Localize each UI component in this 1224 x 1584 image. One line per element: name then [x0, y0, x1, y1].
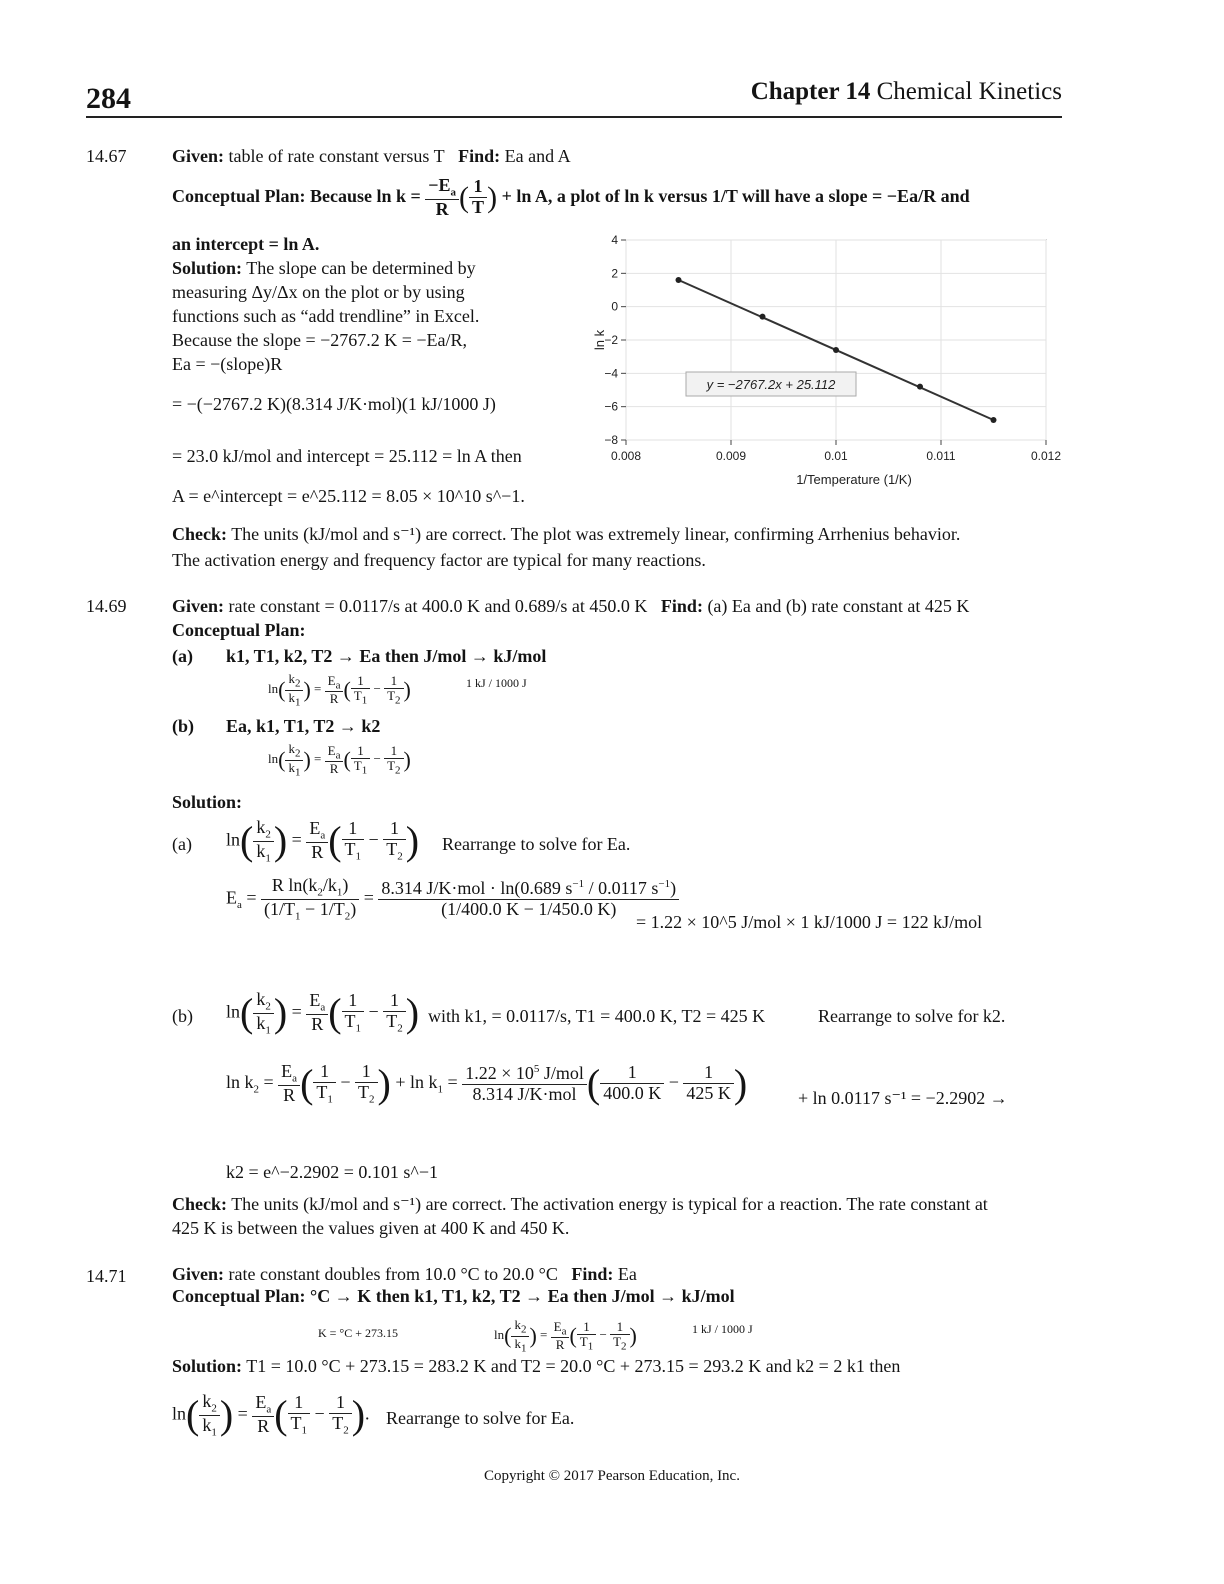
- sol-b-label: (b): [172, 1006, 193, 1026]
- data-point: [833, 347, 839, 353]
- one-over-425: $\frac{1}{425 K}$: [683, 1063, 734, 1104]
- k2-line: k2 = e^−2.2902 = 0.101 s^−1: [226, 1162, 438, 1182]
- y-tick-label: 0: [611, 299, 618, 314]
- trendline-label: y = −2767.2x + 25.112: [706, 377, 836, 392]
- solution-line-0: [172, 256, 476, 280]
- check-label: Check:: [172, 1194, 227, 1214]
- final-note-1471: Rearrange to solve for Ea.: [386, 1408, 575, 1428]
- plan-tail: + ln A, a plot of ln k versus 1/T will have a slope = −Ea/R and: [501, 185, 970, 206]
- header-rule: [86, 116, 1062, 118]
- solution-label-1469: Solution:: [172, 792, 243, 812]
- final-equation-1471: ln( $\frac{k_2}{k_1}$ ) = $\frac{E_a}{R}$ ( $\frac{1}{T_1}$ − $\frac{1}{T_2}$ ).: [172, 1391, 370, 1439]
- given-line-1469: [172, 594, 969, 618]
- plan-equation-a: ln( $\frac{k_2}{k_1}$ ) = $\frac{E_a}{R}$ ( $\frac{1}{T_1}$ − $\frac{1}{T_2}$ ): [268, 671, 411, 709]
- plan-label: Conceptual Plan:: [172, 1286, 306, 1306]
- problem-number-1469: 14.69: [86, 596, 127, 616]
- one-over-t1: $\frac{1}{T_1}$: [313, 1062, 336, 1105]
- y-tick-label: 4: [611, 233, 618, 247]
- conversion-a: 1 kJ / 1000 J: [466, 676, 527, 690]
- conceptual-plan-1467: Conceptual Plan: Because ln k = $\frac{-E_a}{R}$ ( $\frac{1}{T}$ ) + ln A, a plot of ln k versus 1/T will have a slope = −Ea/R and: [172, 175, 970, 219]
- part-b-label: (b): [172, 716, 194, 736]
- check-1469: [172, 1192, 988, 1216]
- given-label: Given:: [172, 146, 224, 166]
- given-text: table of rate constant versus T: [228, 146, 445, 166]
- one-over-t2: $\frac{1}{T_2}$: [383, 819, 406, 862]
- sol-b-note: Rearrange to solve for k2.: [818, 1006, 1006, 1026]
- part-b-plan: Ea, k1, T1, T2 → k2: [226, 716, 381, 736]
- find-label: Find:: [660, 596, 703, 616]
- result-line-a: = 23.0 kJ/mol and intercept = 25.112 = ln A then: [172, 446, 522, 466]
- y-tick-label: −6: [604, 399, 618, 414]
- sol-a-note: Rearrange to solve for Ea.: [442, 834, 631, 854]
- data-point: [760, 314, 766, 320]
- k2-over-k1: $\frac{k_2}{k_1}$: [253, 990, 274, 1036]
- part-a-plan: k1, T1, k2, T2 → Ea then J/mol → kJ/mol: [226, 646, 547, 666]
- ea-over-r: $\frac{E_a}{R}$: [325, 744, 344, 777]
- arrhenius-fraction: $\frac{-E_a}{R}$: [425, 176, 459, 219]
- y-tick-label: −8: [604, 433, 618, 447]
- one-over-t2: $\frac{1}{T_2}$: [610, 1320, 629, 1353]
- rln-over-t: $\frac{R \ln(k_2/k_1)}{(1/T_1 - 1/T_2)}$: [261, 876, 359, 922]
- check-label: Check:: [172, 524, 227, 544]
- ea-over-r: $\frac{E_a}{R}$: [306, 991, 328, 1034]
- given-label: Given:: [172, 1264, 224, 1284]
- find-text: Ea and A: [504, 146, 571, 166]
- x-tick-label: 0.01: [824, 449, 848, 463]
- given-text: rate constant = 0.0117/s at 400.0 K and 0.689/s at 450.0 K: [228, 596, 648, 616]
- y-tick-label: 2: [611, 266, 618, 281]
- chapter-name: Chemical Kinetics: [876, 78, 1062, 105]
- find-text: (a) Ea and (b) rate constant at 425 K: [707, 596, 970, 616]
- result-line-b: A = e^intercept = e^25.112 = 8.05 × 10^10 s^−1.: [172, 486, 525, 506]
- find-text: Ea: [617, 1264, 637, 1284]
- solution-label: Solution:: [172, 258, 243, 278]
- solution-label: Solution:: [172, 1356, 243, 1376]
- arrhenius-chart: [576, 228, 1076, 498]
- x-tick-label: 0.011: [926, 449, 956, 463]
- data-point: [676, 277, 682, 283]
- one-over-t2: $\frac{1}{T_2}$: [384, 674, 403, 707]
- ea-over-r: $\frac{E_a}{R}$: [325, 674, 344, 707]
- one-over-t2: $\frac{1}{T_2}$: [355, 1062, 378, 1105]
- sol-b-with: with k1, = 0.0117/s, T1 = 400.0 K, T2 = 425 K: [428, 1006, 766, 1026]
- given-line-1471: [172, 1262, 637, 1286]
- ea-numeric-fraction: $\frac{1.22 \times 10^5 J/mol}{\text{8.314 J/K·mol}}$: [462, 1063, 587, 1105]
- sol-b-equation: ln( $\frac{k_2}{k_1}$ ) = $\frac{E_a}{R}$ ( $\frac{1}{T_1}$ − $\frac{1}{T_2}$ ): [226, 989, 420, 1037]
- one-over-t: $\frac{1}{T}$: [469, 177, 487, 218]
- k2-over-k1: $\frac{k_2}{k_1}$: [511, 1318, 529, 1354]
- find-label: Find:: [458, 146, 501, 166]
- one-over-t1: $\frac{1}{T_1}$: [351, 744, 370, 777]
- check-1467: [172, 522, 1072, 546]
- plan-equation-b: ln( $\frac{k_2}{k_1}$ ) = $\frac{E_a}{R}$ ( $\frac{1}{T_1}$ − $\frac{1}{T_2}$ ): [268, 741, 411, 779]
- lnk2-calculation: $\ln k_2$ = $\frac{E_a}{R}$ ( $\frac{1}{T_1}$ − $\frac{1}{T_2}$ ) + $\ln k_1$ = $\frac{1.22 \times 10^5 J/mol}{\text{8.314 J/K·mol}}$ ( $\frac{1}{400.0 K}$ − $\frac{1}{425 K}$ ): [226, 1060, 748, 1106]
- y-tick-label: −2: [604, 333, 618, 347]
- find-label: Find:: [571, 1264, 614, 1284]
- solution-line-1: measuring Δy/Δx on the plot or by using: [172, 282, 465, 302]
- k2-over-k1: $\frac{k_2}{k_1}$: [285, 742, 303, 778]
- one-over-t1: $\frac{1}{T_1}$: [351, 674, 370, 707]
- ea-over-r: $\frac{E_a}{R}$: [306, 819, 328, 862]
- problem-number-1471: 14.71: [86, 1266, 127, 1286]
- solution-line-2: functions such as “add trendline” in Excel.: [172, 306, 480, 326]
- check-text-2: 425 K is between the values given at 400 K and 450 K.: [172, 1218, 570, 1238]
- y-axis-label: ln k: [592, 329, 607, 351]
- ea-over-r: $\frac{E_a}{R}$: [551, 1320, 570, 1353]
- k2-over-k1: $\frac{k_2}{k_1}$: [285, 672, 303, 708]
- calc-line: = −(−2767.2 K)(8.314 J/K·mol)(1 kJ/1000 J): [172, 394, 496, 414]
- given-line-1467: [172, 144, 571, 168]
- chapter-prefix: Chapter 14: [750, 78, 871, 105]
- y-tick-label: −4: [604, 366, 618, 381]
- solution-text: T1 = 10.0 °C + 273.15 = 283.2 K and T2 = 20.0 °C + 273.15 = 293.2 K and k2 = 2 k1 then: [246, 1356, 901, 1376]
- sol-a-result: = 1.22 × 10^5 J/mol × 1 kJ/1000 J = 122 kJ/mol: [636, 912, 983, 932]
- solution-line-4: Ea = −(slope)R: [172, 354, 283, 374]
- x-tick-label: 0.009: [715, 449, 747, 463]
- page-number: 284: [86, 82, 131, 115]
- k2-over-k1: $\frac{k_2}{k_1}$: [253, 818, 274, 864]
- given-label: Given:: [172, 596, 224, 616]
- plan-line-1471: [172, 1284, 735, 1308]
- plan-text: °C → K then k1, T1, k2, T2 → Ea then J/mol → kJ/mol: [310, 1286, 735, 1306]
- sol-a-equation: ln( $\frac{k_2}{k_1}$ ) = $\frac{E_a}{R}$ ( $\frac{1}{T_1}$ − $\frac{1}{T_2}$ ): [226, 817, 420, 865]
- check-text-1: The units (kJ/mol and s⁻¹) are correct. The plot was extremely linear, confirming Arrhenius behavior.: [231, 524, 961, 544]
- x-tick-label: 0.008: [610, 449, 642, 463]
- given-text: rate constant doubles from 10.0 °C to 20.0 °C: [228, 1264, 558, 1284]
- k2-over-k1: $\frac{k_2}{k_1}$: [199, 1392, 220, 1438]
- sol-a-label: (a): [172, 834, 192, 854]
- part-a-label: (a): [172, 646, 193, 666]
- one-over-t1: $\frac{1}{T_1}$: [342, 991, 365, 1034]
- problem-number-1467: 14.67: [86, 146, 127, 166]
- one-over-t2: $\frac{1}{T_2}$: [384, 744, 403, 777]
- chapter-title: [751, 78, 1062, 106]
- data-point: [991, 417, 997, 423]
- x-axis-label: 1/Temperature (1/K): [796, 472, 912, 487]
- one-over-t1: $\frac{1}{T_1}$: [288, 1393, 311, 1436]
- one-over-t1: $\frac{1}{T_1}$: [342, 819, 365, 862]
- one-over-t2: $\frac{1}{T_2}$: [329, 1393, 352, 1436]
- plan-label-1469: Conceptual Plan:: [172, 620, 306, 640]
- solution-text-0: The slope can be determined by: [246, 258, 476, 278]
- check-text-1: The units (kJ/mol and s⁻¹) are correct. The activation energy is typical for a reaction. The rate constant at: [231, 1194, 988, 1214]
- conversion-1471: 1 kJ / 1000 J: [692, 1322, 753, 1336]
- intercept-line: an intercept = ln A.: [172, 234, 320, 254]
- x-tick-label: 0.012: [1030, 449, 1062, 463]
- plan-label: Conceptual Plan: Because ln k =: [172, 185, 421, 206]
- data-point: [917, 384, 923, 390]
- ea-over-r: $\frac{E_a}{R}$: [278, 1062, 300, 1105]
- sol-b-result: + ln 0.0117 s⁻¹ = −2.2902 →: [798, 1088, 1008, 1108]
- solution-line-3: Because the slope = −2767.2 K = −Ea/R,: [172, 330, 468, 350]
- ea-calculation: $E_a$ = $\frac{R \ln(k_2/k_1)}{(1/T_1 - 1/T_2)}$ = $\frac{8.314 J/K\cdot mol \cdot \ln(0.689 s^{-1} / 0.0117 s^{-1})}{(1/400.0 K - 1/450.0 K)}$: [226, 876, 679, 922]
- check-text-2: The activation energy and frequency factor are typical for many reactions.: [172, 550, 706, 570]
- one-over-t1: $\frac{1}{T_1}$: [577, 1320, 596, 1353]
- one-over-t2: $\frac{1}{T_2}$: [383, 991, 406, 1034]
- copyright: Copyright © 2017 Pearson Education, Inc.: [484, 1468, 740, 1484]
- ea-over-r: $\frac{E_a}{R}$: [252, 1393, 274, 1436]
- plan-eq2-1471: ln( $\frac{k_2}{k_1}$ ) = $\frac{E_a}{R}$ ( $\frac{1}{T_1}$ − $\frac{1}{T_2}$ ): [494, 1317, 637, 1355]
- one-over-400: $\frac{1}{400.0 K}$: [600, 1063, 664, 1104]
- numeric-fraction: $\frac{8.314 J/K\cdot mol \cdot \ln(0.689 s^{-1} / 0.0117 s^{-1})}{(1/400.0 K - 1/450.0 K)}$: [378, 878, 679, 920]
- plan-eq1-1471: K = °C + 273.15: [318, 1326, 399, 1340]
- solution-line-1471: [172, 1354, 900, 1378]
